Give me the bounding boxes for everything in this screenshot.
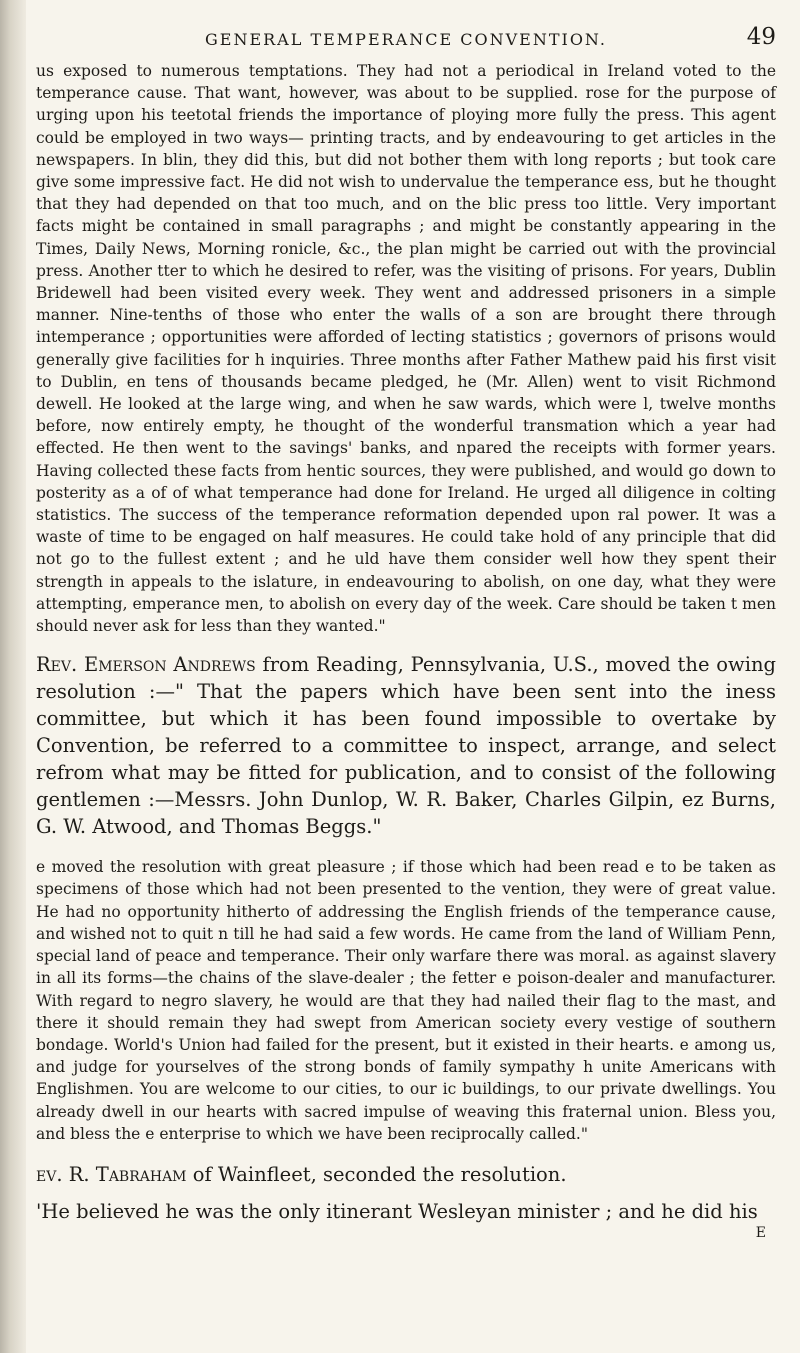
paragraph-andrews-resolution <box>36 651 776 840</box>
paragraph-tabraham-speech <box>36 1198 776 1225</box>
paragraph-tabraham-seconded <box>36 1161 776 1188</box>
speaker-name: ev. R. Tabraham <box>36 1162 187 1186</box>
paragraph-text: us exposed to numerous temptations. They had not a periodical in Ireland voted to the temperance cause. That want, however, was about to be supplied. rose for the purpose of urging upon his teetotal friends the importance of ploying more fully the press. This agent could be employed in two ways— printing tracts, and by endeavouring to get articles in the newspapers. In blin, they did this, but did not bother them with long reports ; but took care give some impressive fact. He did not wish to undervalue the temperance ess, but he thought that they had depended on that too much, and on the blic press too little. Very important facts might be contained in small paragraphs ; and might be constantly appearing in the Times, Daily News, Morning ronicle, &c., the plan might be carried out with the provincial press. Another tter to which he desired to refer, was the visiting of prisons. For years, Dublin Bridewell had been visited every week. They went and addressed prisoners in a simple manner. Nine-tenths of those who enter the walls of a son are brought there through intemperance ; opportunities were afforded of lecting statistics ; governors of prisons would generally give facilities for h inquiries. Three months after Father Mathew paid his first visit to Dublin, en tens of thousands became pledged, he (Mr. Allen) went to visit Richmond dewell. He looked at the large wing, and when he saw wards, which were l, twelve months before, now entirely empty, he thought of the wonderful transmation which a year had effected. He then went to the savings' banks, and npared the receipts with former years. Having collected these facts from hentic sources, they were published, and would go down to posterity as a of of what temperance had done for Ireland. He urged all diligence in colting statistics. The success of the temperance reformation depended upon ral power. It was a waste of time to be engaged on half measures. He could take hold of any principle that did not go to the fullest extent ; and he uld have them consider well how they spent their strength in appeals to the islature, in endeavouring to abolish, on one day, what they were attempting, emperance men, to abolish on every day of the week. Care should be taken t men should never ask for less than they wanted." <box>36 62 776 636</box>
running-header <box>36 18 776 54</box>
paragraph-text: of Wainfleet, seconded the resolution. <box>186 1162 567 1186</box>
paragraph-text: from Reading, Pennsylvania, U.S., moved the owing resolution :—" That the papers which have been sent into the iness committee, but which it has been found impossible to overtake by Convention, be referred to a committee to inspect, arrange, and select refrom what may be fitted for publication, and to consist of the following gentlemen :—Messrs. John Dunlop, W. R. Baker, Charles Gilpin, ez Burns, G. W. Atwood, and Thomas Beggs." <box>36 653 776 839</box>
paragraph-andrews-speech <box>36 856 776 1145</box>
running-title: GENERAL TEMPERANCE CONVENTION. <box>204 30 607 49</box>
page-number: 49 <box>746 24 776 50</box>
paragraph-allen-speech <box>36 60 776 637</box>
book-page <box>36 18 776 1241</box>
page-gutter-shadow <box>0 0 26 1353</box>
paragraph-text: 'He believed he was the only itinerant Wesleyan minister ; and he did his <box>36 1199 758 1223</box>
paragraph-text: e moved the resolution with great pleasure ; if those which had been read e to be taken as specimens of those which had not been presented to the vention, they were of great value. He had no opportunity hitherto of addressing the English friends of the temperance cause, and wished not to quit n till he had said a few words. He came from the land of William Penn, special land of peace and temperance. Their only warfare there was moral. as against slavery in all its forms—the chains of the slave-dealer ; the fetter e poison-dealer and manufacturer. With regard to negro slavery, he would are that they had nailed their flag to the mast, and there it should remain they had swept from American society every vestige of southern bondage. World's Union had failed for the present, but it existed in their hearts. e among us, and judge for yourselves of the strong bonds of family sympathy h unite Americans with Englishmen. You are welcome to our cities, to our ic buildings, to our private dwellings. You already dwell in our hearts with sacred impulse of weaving this fraternal union. Bless you, and bless the e enterprise to which we have been reciprocally called." <box>36 858 776 1143</box>
speaker-name: Rev. Emerson Andrews <box>36 653 256 677</box>
signature-mark: E <box>755 1224 766 1241</box>
